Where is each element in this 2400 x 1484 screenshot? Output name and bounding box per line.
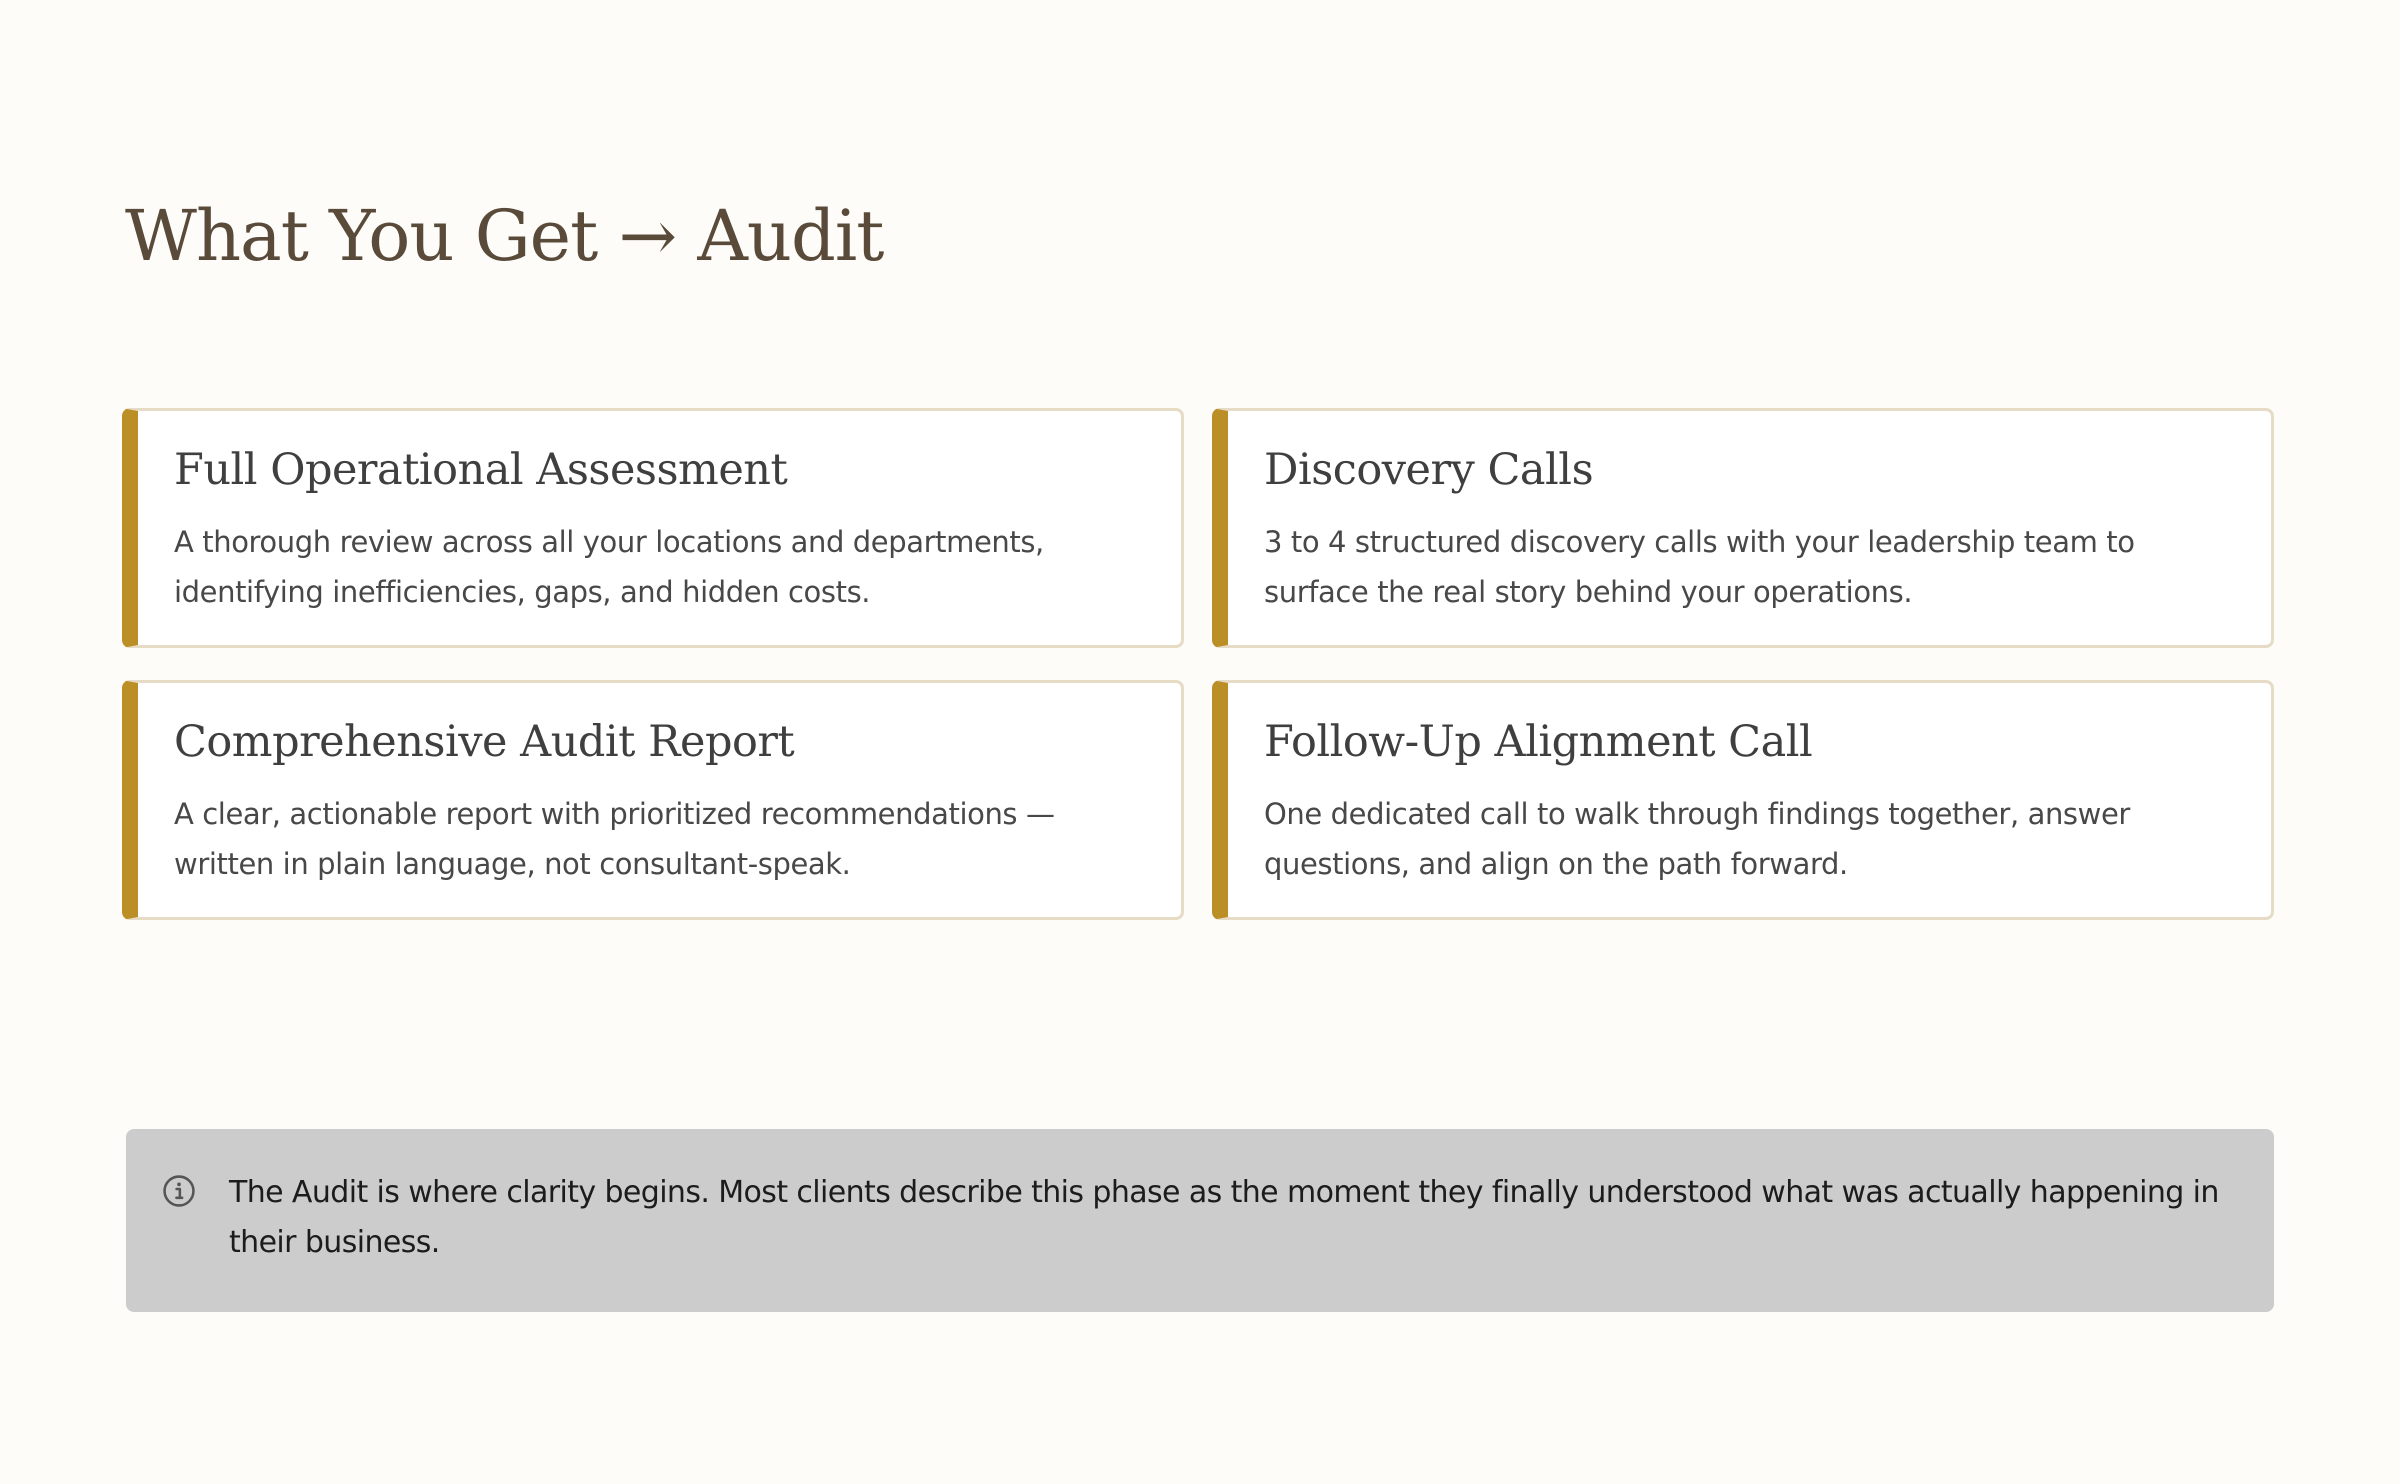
card-description: A clear, actionable report with prioritized recommendations — written in plain language, not consultant-speak. <box>174 797 1055 881</box>
card-follow-up-alignment-call <box>1212 680 2274 920</box>
card-description: 3 to 4 structured discovery calls with your leadership team to surface the real story behind your operations. <box>1264 525 2135 609</box>
card-title: Full Operational Assessment <box>174 445 788 495</box>
card-title: Follow-Up Alignment Call <box>1264 717 1813 767</box>
card-description: One dedicated call to walk through findings together, answer questions, and align on the path forward. <box>1264 797 2130 881</box>
page-title: What You Get → Audit <box>125 195 884 277</box>
card-title: Discovery Calls <box>1264 445 1594 495</box>
card-discovery-calls <box>1212 408 2274 648</box>
card-full-operational-assessment <box>122 408 1184 648</box>
info-icon <box>162 1174 196 1208</box>
callout-text: The Audit is where clarity begins. Most clients describe this phase as the moment they finally understood what was actually happening in their business. <box>229 1175 2219 1260</box>
info-callout <box>126 1129 2274 1312</box>
card-title: Comprehensive Audit Report <box>174 717 795 767</box>
card-description: A thorough review across all your locations and departments, identifying inefficiencies, gaps, and hidden costs. <box>174 525 1044 609</box>
card-comprehensive-audit-report <box>122 680 1184 920</box>
